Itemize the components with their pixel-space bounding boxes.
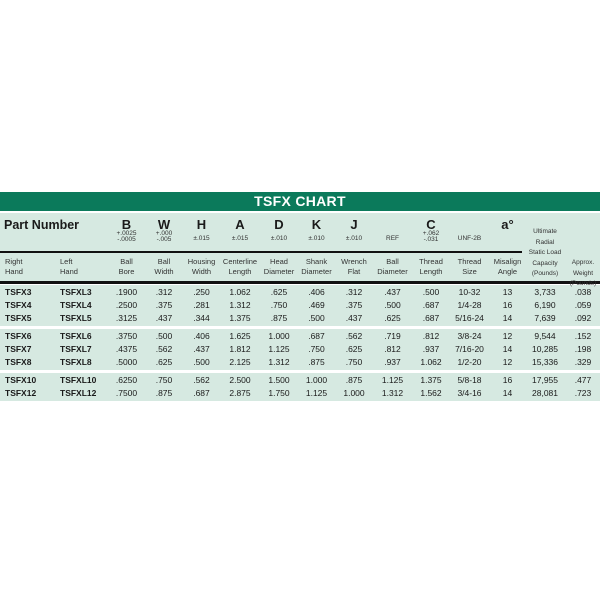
table-cell: 13 [502,287,513,297]
column-label [450,257,489,277]
column-label-line: Ball [120,257,133,266]
tsfx-chart [0,192,600,401]
capacity-heading-line: Radial [535,238,555,246]
column-label-line: Thread [419,257,443,266]
table-cell: .562 [345,331,363,341]
part-number-heading: Part Number [4,218,80,232]
table-cell: .6250 [115,375,138,385]
table-cell: .375 [155,300,173,310]
column-label [108,257,145,277]
table-cell: 14 [502,313,513,323]
table-cell: .7500 [115,388,138,398]
table-cell: 14 [502,344,513,354]
spec-tolerance: ±.010 [345,235,363,242]
column-label [335,257,373,277]
table-cell: .750 [308,344,325,354]
table-cell: 1.625 [229,331,251,341]
spec-letter [450,217,489,232]
column-label [489,257,526,277]
spec-tolerance: +.062 [422,230,440,237]
spec-letter: C [426,217,436,232]
table-row [0,343,600,356]
spec-tolerance: +.000 [155,230,173,237]
column-label-line: Ball [157,257,171,266]
table-cell: 9,544 [534,331,556,341]
table-cell: 1.000 [268,331,290,341]
part-number: TSFXL7 [60,344,92,354]
table-cell: .750 [155,375,173,385]
column-label-line: Hand [5,267,23,276]
table-cell: 1.312 [381,388,404,398]
table-row [0,374,600,387]
column-label [5,257,60,277]
table-cell: 1.312 [229,300,251,310]
column-label-line: Left [60,257,73,266]
part-number: TSFXL4 [60,300,92,310]
column-label [145,257,183,277]
table-cell: .687 [308,331,325,341]
table-cell: .562 [155,344,173,354]
column-label-line: Right [5,257,23,266]
spec-heading [412,217,450,243]
table-cell: 5/16-24 [455,313,484,323]
table-cell: 1.062 [229,287,251,297]
spec-tolerance: UNF-2B [457,235,482,242]
spec-tolerance: -.005 [156,236,172,243]
table-cell: 15,336 [532,357,558,367]
part-number: TSFX10 [5,375,37,385]
spec-tolerance: +.0025 [116,230,137,237]
column-label-line: Size [462,267,477,276]
spec-tolerance: ±.010 [270,235,288,242]
table-cell: .1900 [115,287,138,297]
spec-heading [108,217,145,243]
column-label-line: Diameter [377,267,408,276]
table-cell: .625 [345,344,363,354]
table-cell: .059 [574,300,592,310]
table-cell: 1.562 [420,388,442,398]
table-cell: 2.500 [229,375,251,385]
table-row [0,330,600,343]
part-number: TSFXL12 [60,388,97,398]
spec-letter: D [274,217,284,232]
table-cell: 28,081 [532,388,558,398]
spec-heading [183,217,220,242]
part-number: TSFXL10 [60,375,97,385]
column-label-line: Centerline [222,257,258,266]
table-row [0,299,600,312]
table-cell: .2500 [115,300,138,310]
table-cell: 1.750 [268,388,290,398]
part-number: TSFX6 [5,331,32,341]
table-cell: .937 [384,357,401,367]
divider-thick [0,281,600,284]
spec-tolerance: -.031 [423,236,439,243]
table-cell: .152 [574,331,592,341]
table-cell: .625 [155,357,173,367]
table-cell: .437 [193,344,210,354]
table-cell: .750 [345,357,363,367]
weight-heading-line: (Pounds) [569,280,597,287]
column-label-line: Length [419,267,443,276]
spec-tolerance: ±.015 [231,235,249,242]
capacity-heading-line: Capacity [532,259,558,267]
table-cell: .406 [308,287,325,297]
row-group [0,329,600,370]
table-cell: .750 [270,300,288,310]
column-label [260,257,298,277]
table-cell: .875 [270,313,288,323]
table-row [0,387,600,400]
table-cell: 1.000 [343,388,365,398]
spec-heading [373,217,412,242]
table-cell: .437 [384,287,401,297]
table-cell: 1/4-28 [457,300,482,310]
capacity-heading-line: Ultimate [533,228,557,235]
table-cell: 17,955 [532,375,558,385]
table-cell: .198 [574,344,592,354]
spec-heading [489,217,526,236]
column-label-line: Angle [497,267,518,276]
spec-heading [298,217,335,242]
table-cell: .812 [422,331,440,341]
table-cell: .312 [345,287,363,297]
spec-letter: K [311,217,322,232]
column-label-line: Ball [386,257,399,266]
table-cell: .875 [155,388,173,398]
spec-letter: H [196,217,207,232]
column-label-line: Length [228,267,252,276]
table-cell: .250 [193,287,210,297]
column-label [412,257,450,277]
table-cell: .406 [193,331,210,341]
table-cell: .500 [308,313,325,323]
spec-heading [220,217,260,242]
table-cell: .281 [193,300,210,310]
table-cell: .3125 [115,313,138,323]
weight-heading-line: Weight [572,269,594,277]
table-cell: 16 [502,300,513,310]
table-cell: .875 [308,357,325,367]
table-cell: 3/8-24 [457,331,482,341]
table-cell: 1.375 [229,313,251,323]
table-cell: .500 [422,287,440,297]
table-cell: 3,733 [534,287,556,297]
table-cell: 3/4-16 [457,388,482,398]
table-cell: .812 [384,344,401,354]
column-label-line: Thread [457,257,482,266]
column-label-line: Width [191,267,212,276]
column-label [60,257,113,277]
table-cell: .3750 [115,331,138,341]
column-label-line: Head [270,257,288,266]
table-cell: 16 [502,375,513,385]
table-cell: 5/8-18 [457,375,482,385]
table-body [0,285,600,401]
column-label [183,257,220,277]
table-cell: .469 [308,300,325,310]
chart-title: TSFX CHART [0,192,600,211]
column-label-line: Bore [118,267,135,276]
column-label-line: Misalign [493,257,522,266]
part-number: TSFX5 [5,313,32,323]
weight-heading-line: Approx. [571,259,595,266]
table-cell: .500 [155,331,173,341]
table-cell: .719 [384,331,401,341]
table-cell: 1.125 [268,344,290,354]
table-cell: .437 [345,313,363,323]
part-number: TSFXL8 [60,357,92,367]
table-cell: 2.125 [229,357,251,367]
table-cell: 1.125 [381,375,404,385]
part-number: TSFX4 [5,300,32,310]
table-cell: .4375 [115,344,138,354]
spec-heading [335,217,373,242]
table-cell: 1.500 [268,375,290,385]
spec-heading [260,217,298,242]
table-cell: .375 [345,300,363,310]
part-number: TSFX3 [5,287,32,297]
table-cell: .723 [574,388,592,398]
table-cell: .477 [574,375,592,385]
table-cell: 10-32 [458,287,481,297]
spec-letter: A [235,217,245,232]
part-number: TSFXL3 [60,287,92,297]
table-cell: 6,190 [534,300,556,310]
column-label-line: Diameter [263,267,295,276]
table-row [0,312,600,325]
spec-tolerance: ±.015 [193,235,210,242]
table-cell: .687 [422,313,440,323]
table-cell: .5000 [115,357,138,367]
table-cell: .562 [193,375,210,385]
table-cell: 12 [502,357,513,367]
spec-heading [145,217,183,243]
spec-tolerance: -.0005 [117,236,136,243]
table-row [0,286,600,299]
table-cell: .092 [574,313,592,323]
table-cell: 7,639 [534,313,556,323]
column-label-line: Shank [305,257,328,266]
table-cell: 1.062 [420,357,442,367]
header-label-row [0,251,600,281]
spec-letter: a° [501,217,514,232]
table-cell: 2.875 [229,388,251,398]
table-cell: 1/2-20 [457,357,482,367]
column-label-line: Diameter [301,267,332,276]
table-cell: 7/16-20 [455,344,484,354]
capacity-heading [526,227,564,280]
table-cell: 1.125 [305,388,328,398]
table-cell: .500 [384,300,401,310]
row-group [0,285,600,326]
capacity-heading-line: Static Load [528,249,562,256]
column-label [298,257,335,277]
table-cell: .344 [193,313,210,323]
row-group [0,373,600,401]
part-number: TSFXL5 [60,313,92,323]
column-label [373,257,412,277]
table-cell: .625 [270,287,288,297]
column-label-line: Housing [187,257,216,266]
table-cell: .038 [574,287,592,297]
table-cell: .437 [155,313,173,323]
column-label-line: Flat [347,267,361,276]
table-cell: 12 [502,331,513,341]
table-cell: 14 [502,388,513,398]
capacity-heading-line: (Pounds) [531,270,559,277]
spec-letter: W [157,217,171,232]
spec-letter [373,217,412,232]
table-cell: .687 [193,388,210,398]
table-cell: .312 [155,287,173,297]
table-cell: 1.812 [229,344,251,354]
table-cell: 10,285 [532,344,558,354]
table-cell: .329 [574,357,592,367]
table-cell: .875 [345,375,363,385]
table-cell: .625 [384,313,401,323]
divider [0,251,522,253]
table-cell: .687 [422,300,440,310]
column-label-line: Width [154,267,174,276]
table-cell: 1.000 [305,375,328,385]
table-cell: 1.312 [268,357,290,367]
table-cell: .937 [422,344,440,354]
spec-heading [450,217,489,242]
spec-letter: B [121,217,132,232]
part-number: TSFX8 [5,357,32,367]
column-label-line: Wrench [341,257,367,266]
part-number: TSFX7 [5,344,32,354]
spec-letter: J [350,217,358,232]
table-cell: 1.375 [420,375,442,385]
table-cell: .500 [193,357,210,367]
weight-heading [564,258,600,290]
part-number: TSFXL6 [60,331,92,341]
spec-tolerance: REF [386,235,399,242]
spec-tolerance: ±.010 [308,235,325,242]
part-number: TSFX12 [5,388,37,398]
column-label-line: Hand [60,267,78,276]
column-label [220,257,260,277]
table-row [0,356,600,369]
